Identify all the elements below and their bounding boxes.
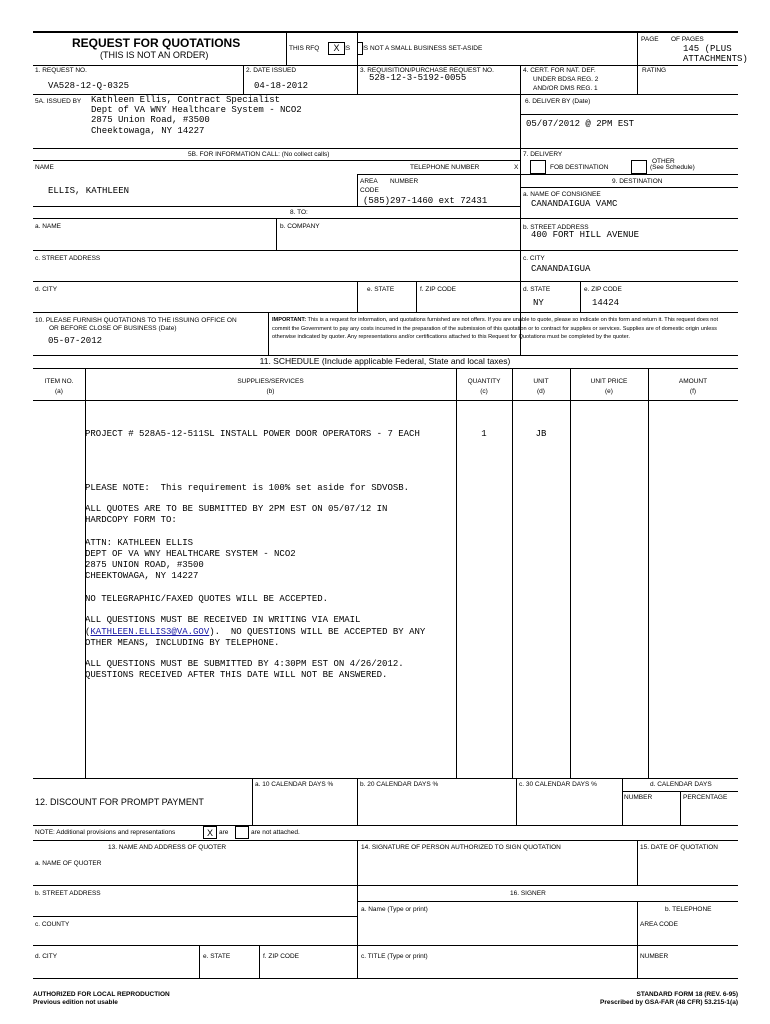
issued-by-line-4[interactable]: Cheektowaga, NY 14227 <box>91 126 205 136</box>
note-questions-2-rest: ). NO QUESTIONS WILL BE ACCEPTED BY ANY <box>209 627 426 637</box>
furnish-label-2: OR BEFORE CLOSE OF BUSINESS (Date) <box>49 325 177 332</box>
dest-city-value[interactable]: CANANDAIGUA <box>531 264 591 274</box>
signature-label: 14. SIGNATURE OF PERSON AUTHORIZED TO SIGN QUOTATION <box>361 844 561 851</box>
discount-10-label: a. 10 CALENDAR DAYS % <box>255 781 334 788</box>
cert-label-1: 4. CERT. FOR NAT. DEF. <box>523 67 596 74</box>
requisition-no-value[interactable]: 528-12-3-5192-0055 <box>369 73 467 83</box>
footer-reproduction: AUTHORIZED FOR LOCAL REPRODUCTION <box>33 991 170 998</box>
note-are-checkbox[interactable] <box>203 826 217 839</box>
destination-label: 9. DESTINATION <box>612 178 663 185</box>
discount-20-label: b. 20 CALENDAR DAYS % <box>360 781 439 788</box>
state-label: e. STATE <box>367 286 395 293</box>
email-link[interactable]: KATHLEEN.ELLIS3@VA.GOV <box>90 627 210 637</box>
this-rfq-is-checkbox[interactable] <box>328 42 345 55</box>
contact-name-value[interactable]: ELLIS, KATHLEEN <box>48 186 130 196</box>
note-submission: ALL QUOTES ARE TO BE SUBMITTED BY 2PM EST ON 05/07/12 IN HARDCOPY FORM TO: <box>85 504 388 525</box>
note-no-fax: NO TELEGRAPHIC/FAXED QUOTES WILL BE ACCEPTED. <box>85 594 329 604</box>
dest-state-label: d. STATE <box>523 286 551 293</box>
consignee-value[interactable]: CANANDAIGUA VAMC <box>531 199 618 209</box>
project-unit: JB <box>535 429 547 439</box>
other-checkbox[interactable] <box>631 160 647 174</box>
signer-title-label: c. TITLE (Type or print) <box>361 953 428 960</box>
project-description: PROJECT # 528A5-12-511SL INSTALL POWER DOOR OPERATORS - 7 EACH <box>85 429 420 439</box>
request-no-value[interactable]: VA528-12-Q-0325 <box>48 81 130 91</box>
note-are-mark: X <box>206 828 213 838</box>
request-no-label: 1. REQUEST NO. <box>35 67 87 74</box>
note-deadline: ALL QUESTIONS MUST BE SUBMITTED BY 4:30PM EST ON 4/26/2012. QUESTIONS RECEIVED AFTER THIS DATE WILL NOT BE ANSWERED. <box>85 659 404 680</box>
info-call-label: 5B. FOR INFORMATION CALL: (No collect calls) <box>188 151 330 158</box>
date-issued-value[interactable]: 04-18-2012 <box>254 81 309 91</box>
col-supplies-sub: (b) <box>266 388 275 395</box>
dest-city-label: c. CITY <box>523 255 545 262</box>
col-item-sub: (a) <box>55 388 63 395</box>
note-are-not-label: are not attached. <box>251 829 300 836</box>
is-label: IS <box>344 45 351 52</box>
quoter-county-label: c. COUNTY <box>35 921 70 928</box>
discount-days-label: d. CALENDAR DAYS <box>650 781 712 788</box>
quoter-state-label: e. STATE <box>203 953 231 960</box>
quotation-date-label: 15. DATE OF QUOTATION <box>640 844 719 851</box>
discount-number-label: NUMBER <box>624 794 653 801</box>
this-rfq-mark: X <box>333 43 340 53</box>
issued-by-line-3[interactable]: 2875 Union Road, #3500 <box>91 115 210 125</box>
pages-value-2: ATTACHMENTS) <box>683 54 748 64</box>
street-label: c. STREET ADDRESS <box>35 255 101 262</box>
fob-destination-label: FOB DESTINATION <box>550 164 609 171</box>
quoter-zip-label: f. ZIP CODE <box>263 953 299 960</box>
to-label: 8. TO: <box>290 209 308 216</box>
col-qty-header: QUANTITY <box>467 378 501 385</box>
dest-zip-label: e. ZIP CODE <box>584 286 622 293</box>
footer-previous-edition: Previous edition not usable <box>33 999 118 1006</box>
issued-by-line-1[interactable]: Kathleen Ellis, Contract Specialist <box>91 95 281 105</box>
col-price-sub: (e) <box>605 388 613 395</box>
note-text: NOTE: Additional provisions and representations <box>35 829 176 836</box>
note-are-label: are <box>219 829 229 836</box>
deliver-by-value[interactable]: 05/07/2012 @ 2PM EST <box>526 119 635 129</box>
date-issued-label: 2. DATE ISSUED <box>246 67 297 74</box>
furnish-date-value[interactable]: 05-07-2012 <box>48 336 103 346</box>
note-address: ATTN: KATHLEEN ELLIS DEPT OF VA WNY HEALTHCARE SYSTEM - NCO2 2875 UNION ROAD, #3500 CHEEKTOWAGA, NY 14227 <box>85 538 296 581</box>
zip-label: f. ZIP CODE <box>420 286 456 293</box>
form-title: REQUEST FOR QUOTATIONS <box>72 36 241 50</box>
discount-percentage-label: PERCENTAGE <box>683 794 728 801</box>
important-bold: IMPORTANT: <box>272 317 307 323</box>
discount-30-label: c. 30 CALENDAR DAYS % <box>519 781 597 788</box>
fob-destination-checkbox[interactable] <box>530 160 546 174</box>
footer-prescribed: Prescribed by GSA-FAR (48 CFR) 53.215-1(a) <box>600 999 738 1006</box>
quoter-name-label: a. NAME OF QUOTER <box>35 860 102 867</box>
note-set-aside: PLEASE NOTE: This requirement is 100% set aside for SDVOSB. <box>85 483 410 493</box>
col-amount-header: AMOUNT <box>678 378 708 385</box>
col-unit-header: UNIT <box>533 378 549 385</box>
project-quantity: 1 <box>481 429 487 439</box>
dest-state-value[interactable]: NY <box>533 298 544 308</box>
deliver-by-label: 6. DELIVER BY (Date) <box>525 98 591 105</box>
number-label: NUMBER <box>390 178 419 185</box>
company-label: b. COMPANY <box>280 223 320 230</box>
col-amount-sub: (f) <box>689 388 697 395</box>
schedule-title: 11. SCHEDULE (Include applicable Federal, State and local taxes) <box>259 356 511 366</box>
note-questions-3: OTHER MEANS, INCLUDING BY TELEPHONE. <box>85 638 280 648</box>
col-qty-sub: (c) <box>480 388 488 395</box>
signer-telephone-label: b. TELEPHONE <box>665 906 712 913</box>
consignee-label: a. NAME OF CONSIGNEE <box>523 191 601 198</box>
signer-name-label: a. Name (Type or print) <box>361 906 428 913</box>
col-item-header: ITEM NO. <box>44 378 74 385</box>
important-notice <box>272 316 727 342</box>
is-not-label: IS NOT A SMALL BUSINESS SET-ASIDE <box>362 45 483 52</box>
cert-label-2: UNDER BDSA REG. 2 <box>533 76 599 83</box>
area-label: AREA <box>360 178 378 185</box>
other-label: OTHER <box>652 158 675 165</box>
signer-number-label: NUMBER <box>640 953 669 960</box>
delivery-x-mark: X <box>514 164 519 171</box>
of-pages-label: OF PAGES <box>671 36 704 43</box>
area-code-label: AREA CODE <box>640 921 678 928</box>
see-schedule-label: (See Schedule) <box>650 164 695 171</box>
issued-by-label: 5A. ISSUED BY <box>35 98 82 105</box>
dest-street-label: b. STREET ADDRESS <box>523 224 589 231</box>
dest-street-value[interactable]: 400 FORT HILL AVENUE <box>531 230 640 240</box>
dest-zip-value[interactable]: 14424 <box>592 298 620 308</box>
quoter-street-label: b. STREET ADDRESS <box>35 890 101 897</box>
name-label: NAME <box>35 164 54 171</box>
quoter-name-address-label: 13. NAME AND ADDRESS OF QUOTER <box>108 844 227 851</box>
note-are-not-checkbox[interactable] <box>235 826 249 839</box>
issued-by-line-2[interactable]: Dept of VA WNY Healthcare System - NCO2 <box>91 105 302 115</box>
note-questions-paren: ( <box>85 627 91 637</box>
code-label: CODE <box>360 187 379 194</box>
form-subtitle: (THIS IS NOT AN ORDER) <box>100 50 209 60</box>
telephone-label: TELEPHONE NUMBER <box>410 164 480 171</box>
this-rfq-label: THIS RFQ <box>289 45 320 52</box>
discount-label: 12. DISCOUNT FOR PROMPT PAYMENT <box>35 797 204 807</box>
signer-label: 16. SIGNER <box>510 890 546 897</box>
note-questions-1: ALL QUESTIONS MUST BE RECEIVED IN WRITING VIA EMAIL <box>85 615 361 625</box>
note-questions-2 <box>85 627 425 638</box>
requisition-no-label: 3. REQUISITION/PURCHASE REQUEST NO. <box>360 67 494 74</box>
page-label: PAGE <box>641 36 659 43</box>
cert-label-3: AND/OR DMS REG. 1 <box>533 85 598 92</box>
col-unit-sub: (d) <box>537 388 545 395</box>
furnish-label-1: 10. PLEASE FURNISH QUOTATIONS TO THE ISSUING OFFICE ON <box>35 317 237 324</box>
quoter-city-label: d. CITY <box>35 953 58 960</box>
phone-value[interactable]: (585)297-1460 ext 72431 <box>363 196 488 206</box>
footer-form-number: STANDARD FORM 18 (REV. 6-95) <box>636 991 738 998</box>
important-text: This is a request for information, and quotations furnished are not offers. If you are unable to quote, please so indicate on this form and return it. This request does not commit the Government to pay any costs incurred in the preparation of the submission of this quotation or to contract for supplies or services. Supplies are of domestic origin unless otherwise indicated by quoter. Any representations and/or certifications attached to this Request for Quotations must be completed by the quoter. <box>272 317 719 341</box>
city-label: d. CITY <box>35 286 58 293</box>
to-name-label: a. NAME <box>35 223 62 230</box>
col-price-header: UNIT PRICE <box>590 378 628 385</box>
col-supplies-header: SUPPLIES/SERVICES <box>237 378 304 385</box>
rating-label: RATING <box>642 67 667 74</box>
pages-value-1: 145 (PLUS <box>683 44 732 54</box>
delivery-label: 7. DELIVERY <box>523 151 563 158</box>
